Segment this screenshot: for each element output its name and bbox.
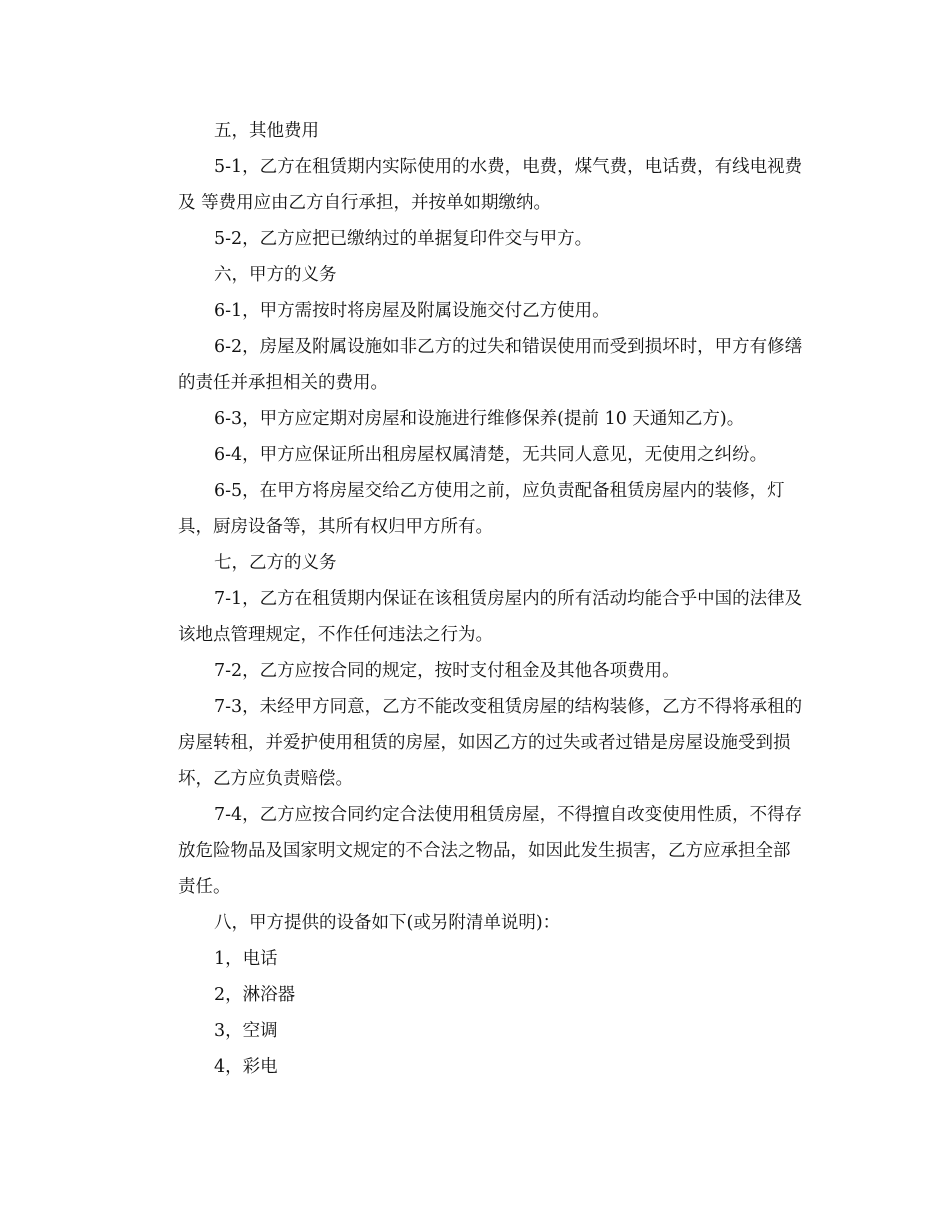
paragraph-line: 的责任并承担相关的费用。 (178, 373, 388, 393)
clause-6-5 (142, 473, 832, 545)
paragraph-line: 责任。 (178, 877, 231, 897)
paragraph-line: 七，乙方的义务 (214, 553, 337, 573)
clause-6-3 (142, 401, 832, 437)
paragraph-line: 7-2，乙方应按合同的规定，按时支付租金及其他各项费用。 (214, 661, 680, 681)
paragraph-line: 6-3，甲方应定期对房屋和设施进行维修保养(提前 10 天通知乙方)。 (214, 409, 745, 429)
paragraph-line: 五，其他费用 (214, 121, 319, 141)
section-heading-7 (142, 545, 832, 581)
section-heading-6 (142, 257, 832, 293)
clause-5-2 (142, 221, 832, 257)
paragraph-line: 6-2，房屋及附属设施如非乙方的过失和错误使用而受到损坏时，甲方有修缮 (214, 337, 803, 357)
paragraph-line: 6-4，甲方应保证所出租房屋权属清楚，无共同人意见，无使用之纠纷。 (214, 445, 768, 465)
paragraph-line: 具，厨房设备等，其所有权归甲方所有。 (178, 517, 493, 537)
paragraph-line: 5-1，乙方在租赁期内实际使用的水费，电费，煤气费，电话费，有线电视费 (214, 157, 803, 177)
paragraph-line: 6-5，在甲方将房屋交给乙方使用之前，应负责配备租赁房屋内的装修，灯 (214, 481, 785, 501)
clause-6-1 (142, 293, 832, 329)
paragraph-line: 房屋转租，并爱护使用租赁的房屋，如因乙方的过失或者过错是房屋设施受到损 (178, 733, 791, 753)
paragraph-line: 2，淋浴器 (214, 985, 296, 1005)
clause-6-2 (142, 329, 832, 401)
paragraph-line: 放危险物品及国家明文规定的不合法之物品，如因此发生损害，乙方应承担全部 (178, 841, 791, 861)
clause-5-1 (142, 149, 832, 221)
equipment-item-1 (142, 941, 832, 977)
paragraph-line: 及 等费用应由乙方自行承担，并按单如期缴纳。 (178, 193, 552, 213)
clause-7-4 (142, 797, 832, 905)
paragraph-line: 5-2，乙方应把已缴纳过的单据复印件交与甲方。 (214, 229, 593, 249)
clause-7-3 (142, 689, 832, 797)
paragraph-line: 八，甲方提供的设备如下(或另附清单说明)： (214, 913, 561, 933)
document-body (142, 113, 832, 1085)
clause-6-4 (142, 437, 832, 473)
equipment-item-4 (142, 1049, 832, 1085)
equipment-item-2 (142, 977, 832, 1013)
paragraph-line: 4，彩电 (214, 1057, 278, 1077)
paragraph-line: 3，空调 (214, 1021, 278, 1041)
clause-7-2 (142, 653, 832, 689)
paragraph-line: 7-3，未经甲方同意，乙方不能改变租赁房屋的结构装修，乙方不得将承租的 (214, 697, 803, 717)
paragraph-line: 7-4，乙方应按合同约定合法使用租赁房屋，不得擅自改变使用性质，不得存 (214, 805, 803, 825)
paragraph-line: 1，电话 (214, 949, 278, 969)
paragraph-line: 该地点管理规定，不作任何违法之行为。 (178, 625, 493, 645)
equipment-item-3 (142, 1013, 832, 1049)
clause-7-1 (142, 581, 832, 653)
section-heading-5 (142, 113, 832, 149)
section-heading-8 (142, 905, 832, 941)
paragraph-line: 7-1，乙方在租赁期内保证在该租赁房屋内的所有活动均能合乎中国的法律及 (214, 589, 803, 609)
paragraph-line: 坏，乙方应负责赔偿。 (178, 769, 353, 789)
paragraph-line: 六，甲方的义务 (214, 265, 337, 285)
paragraph-line: 6-1，甲方需按时将房屋及附属设施交付乙方使用。 (214, 301, 610, 321)
